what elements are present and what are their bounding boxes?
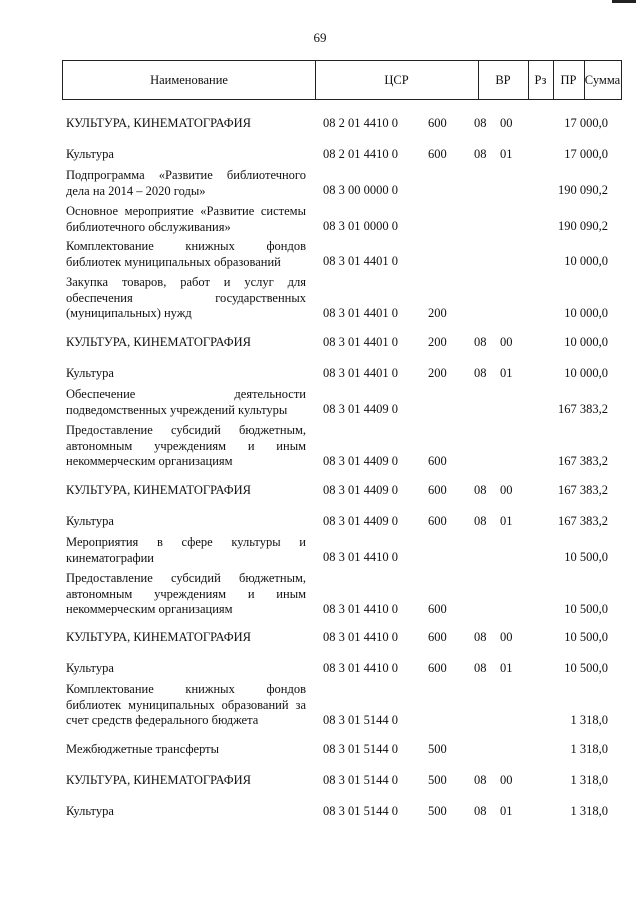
row-rz: 08 bbox=[474, 335, 487, 349]
row-sum: 167 383,2 bbox=[558, 402, 608, 416]
row-vr: 500 bbox=[428, 773, 447, 787]
row-csr: 08 3 01 4410 0 bbox=[323, 602, 398, 616]
row-name: КУЛЬТУРА, КИНЕМАТОГРАФИЯ bbox=[66, 483, 251, 497]
header-name: Наименование bbox=[63, 61, 316, 99]
row-sum: 17 000,0 bbox=[564, 147, 608, 161]
row-name: Культура bbox=[66, 661, 114, 675]
table-header bbox=[62, 60, 622, 100]
row-pr: 01 bbox=[500, 661, 513, 675]
row-name: КУЛЬТУРА, КИНЕМАТОГРАФИЯ bbox=[66, 116, 251, 130]
row-pr: 01 bbox=[500, 147, 513, 161]
row-name: Культура bbox=[66, 514, 114, 528]
row-sum: 1 318,0 bbox=[570, 742, 608, 756]
row-name: Подпрограмма «Развитие библиотечного дела на 2014 – 2020 годы» bbox=[66, 168, 306, 198]
row-rz: 08 bbox=[474, 514, 487, 528]
header-pr: ПР bbox=[553, 61, 585, 99]
row-name: КУЛЬТУРА, КИНЕМАТОГРАФИЯ bbox=[66, 773, 251, 787]
row-csr: 08 2 01 4410 0 bbox=[323, 147, 398, 161]
row-name: Культура bbox=[66, 804, 114, 818]
row-sum: 10 500,0 bbox=[564, 661, 608, 675]
row-csr: 08 3 01 5144 0 bbox=[323, 713, 398, 727]
row-sum: 10 000,0 bbox=[564, 366, 608, 380]
header-sum: Сумма bbox=[584, 73, 621, 87]
row-name: Комплектование книжных фондов библиотек муниципальных образований за счет средств федерального бюджета bbox=[66, 682, 306, 727]
row-sum: 17 000,0 bbox=[564, 116, 608, 130]
row-rz: 08 bbox=[474, 630, 487, 644]
header-vr: ВР bbox=[478, 61, 529, 99]
row-csr: 08 3 01 4401 0 bbox=[323, 306, 398, 320]
row-vr: 500 bbox=[428, 804, 447, 818]
row-name: Закупка товаров, работ и услуг для обеспечения государственных (муниципальных) нужд bbox=[66, 275, 306, 320]
row-rz: 08 bbox=[474, 366, 487, 380]
row-vr: 600 bbox=[428, 514, 447, 528]
row-csr: 08 3 01 4409 0 bbox=[323, 454, 398, 468]
row-rz: 08 bbox=[474, 483, 487, 497]
row-sum: 10 000,0 bbox=[564, 254, 608, 268]
row-name: Комплектование книжных фондов библиотек муниципальных образований bbox=[66, 239, 306, 269]
row-rz: 08 bbox=[474, 804, 487, 818]
row-csr: 08 3 01 4401 0 bbox=[323, 254, 398, 268]
row-vr: 600 bbox=[428, 483, 447, 497]
row-rz: 08 bbox=[474, 661, 487, 675]
row-name: Межбюджетные трансферты bbox=[66, 742, 220, 756]
row-pr: 00 bbox=[500, 630, 513, 644]
row-name: Основное мероприятие «Развитие системы библиотечного обслуживания» bbox=[66, 204, 306, 234]
corner-mark bbox=[612, 0, 636, 3]
row-csr: 08 3 01 5144 0 bbox=[323, 804, 398, 818]
row-csr: 08 3 01 5144 0 bbox=[323, 742, 398, 756]
row-rz: 08 bbox=[474, 773, 487, 787]
row-sum: 167 383,2 bbox=[558, 454, 608, 468]
row-csr: 08 3 01 4410 0 bbox=[323, 630, 398, 644]
row-pr: 01 bbox=[500, 514, 513, 528]
row-vr: 200 bbox=[428, 335, 447, 349]
row-sum: 1 318,0 bbox=[570, 804, 608, 818]
header-rz: Рз bbox=[528, 61, 554, 99]
row-vr: 600 bbox=[428, 630, 447, 644]
row-pr: 00 bbox=[500, 483, 513, 497]
row-sum: 190 090,2 bbox=[558, 183, 608, 197]
row-csr: 08 3 01 4410 0 bbox=[323, 661, 398, 675]
row-name: Мероприятия в сфере культуры и кинематографии bbox=[66, 535, 306, 565]
row-name: КУЛЬТУРА, КИНЕМАТОГРАФИЯ bbox=[66, 630, 251, 644]
row-sum: 190 090,2 bbox=[558, 219, 608, 233]
row-vr: 600 bbox=[428, 454, 447, 468]
row-rz: 08 bbox=[474, 116, 487, 130]
row-sum: 1 318,0 bbox=[570, 713, 608, 727]
row-name: Культура bbox=[66, 366, 114, 380]
row-csr: 08 3 01 0000 0 bbox=[323, 219, 398, 233]
row-sum: 167 383,2 bbox=[558, 483, 608, 497]
row-vr: 200 bbox=[428, 306, 447, 320]
row-csr: 08 3 01 4409 0 bbox=[323, 483, 398, 497]
page-number: 69 bbox=[313, 30, 327, 45]
header-csr: ЦСР bbox=[315, 61, 479, 99]
row-vr: 600 bbox=[428, 116, 447, 130]
row-vr: 200 bbox=[428, 366, 447, 380]
row-csr: 08 3 01 5144 0 bbox=[323, 773, 398, 787]
row-name: КУЛЬТУРА, КИНЕМАТОГРАФИЯ bbox=[66, 335, 251, 349]
row-pr: 01 bbox=[500, 804, 513, 818]
row-name: Предоставление субсидий бюджетным, автономным учреждениям и иным некоммерческим организациям bbox=[66, 571, 306, 616]
row-sum: 10 500,0 bbox=[564, 550, 608, 564]
row-vr: 600 bbox=[428, 147, 447, 161]
row-sum: 10 000,0 bbox=[564, 335, 608, 349]
row-vr: 600 bbox=[428, 602, 447, 616]
row-vr: 500 bbox=[428, 742, 447, 756]
row-csr: 08 3 01 4401 0 bbox=[323, 366, 398, 380]
row-name: Обеспечение деятельности подведомственных учреждений культуры bbox=[66, 387, 306, 417]
row-csr: 08 3 01 4410 0 bbox=[323, 550, 398, 564]
row-sum: 10 000,0 bbox=[564, 306, 608, 320]
row-pr: 01 bbox=[500, 366, 513, 380]
row-pr: 00 bbox=[500, 335, 513, 349]
row-vr: 600 bbox=[428, 661, 447, 675]
row-sum: 10 500,0 bbox=[564, 630, 608, 644]
row-name: Культура bbox=[66, 147, 114, 161]
row-csr: 08 3 01 4409 0 bbox=[323, 514, 398, 528]
row-csr: 08 2 01 4410 0 bbox=[323, 116, 398, 130]
row-sum: 167 383,2 bbox=[558, 514, 608, 528]
row-sum: 1 318,0 bbox=[570, 773, 608, 787]
row-rz: 08 bbox=[474, 147, 487, 161]
row-pr: 00 bbox=[500, 116, 513, 130]
row-sum: 10 500,0 bbox=[564, 602, 608, 616]
row-pr: 00 bbox=[500, 773, 513, 787]
row-csr: 08 3 01 4401 0 bbox=[323, 335, 398, 349]
row-csr: 08 3 00 0000 0 bbox=[323, 183, 398, 197]
row-csr: 08 3 01 4409 0 bbox=[323, 402, 398, 416]
row-name: Предоставление субсидий бюджетным, автономным учреждениям и иным некоммерческим организациям bbox=[66, 423, 306, 468]
